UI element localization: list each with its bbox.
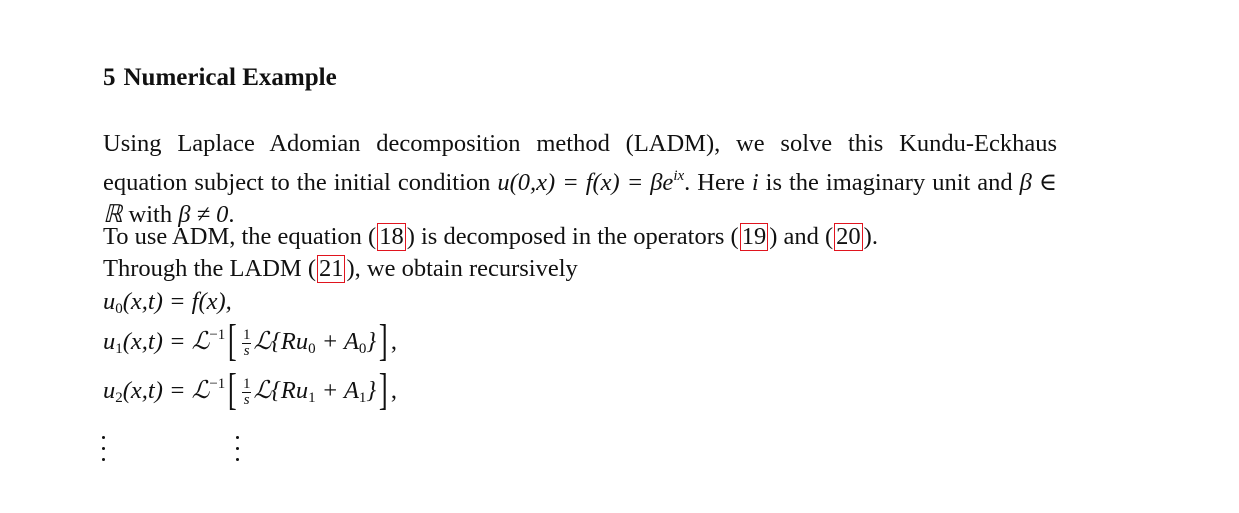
equation-ref-18[interactable]: 18 [379, 223, 404, 250]
left-bracket: [ [228, 365, 238, 414]
u0-subscript: 0 [115, 301, 123, 317]
ladm-text-a: Through the LADM ( [103, 255, 316, 282]
u1-subscript: 1 [115, 341, 123, 357]
initial-condition: $u(0,x) = f(x) = \beta e^{ix}$ [497, 168, 685, 196]
closing-brace: } [366, 328, 377, 355]
laplace-term: ℒ{Ru [253, 377, 309, 404]
section-heading [103, 64, 337, 92]
inverse-exponent: −1 [209, 327, 226, 343]
vertical-dots-right [236, 436, 242, 469]
section-title: Numerical Example [123, 64, 337, 91]
u0-rhs: (x,t) = f(x), [122, 288, 232, 315]
vertical-dots-left [102, 436, 108, 469]
fraction-1-over-s: $\frac{1}{s}$ [242, 327, 251, 359]
right-bracket: ] [379, 316, 388, 365]
left-bracket: [ [228, 316, 238, 365]
u1-equals: (x,t) = [122, 328, 192, 355]
u0-symbol: u [103, 288, 116, 315]
line-ladm-recursive [103, 255, 578, 283]
a-subscript: 1 [358, 390, 367, 406]
adm-text-a: To use ADM, the equation ( [103, 223, 377, 250]
equation-ref-20[interactable]: 20 [836, 223, 861, 250]
intro-text-d: with [122, 201, 179, 228]
eq-comma: , [390, 328, 398, 355]
u1-symbol: u [103, 328, 116, 355]
eq-comma: , [390, 377, 398, 404]
laplace-inverse-symbol: ℒ [191, 375, 210, 404]
beta-nonzero-condition: β ≠ 0 [178, 201, 229, 228]
paragraph-intro [103, 128, 1057, 231]
beta-real-condition: β ∈ ℝ [103, 169, 1057, 228]
intro-text-b: . Here [684, 169, 752, 196]
adomian-term: + A [315, 328, 359, 355]
imaginary-unit: i [751, 169, 759, 196]
intro-text-e: . [228, 201, 235, 228]
fraction-1-over-s: $\frac{1}{s}$ [242, 376, 251, 408]
intro-text-a: Using Laplace Adomian decomposition method (LADM), we solve this Kundu-Eckhaus equation subject to the initial condition [103, 130, 1057, 196]
adm-text-d: ). [863, 223, 878, 250]
inverse-exponent: −1 [209, 376, 226, 392]
equation-ref-19[interactable]: 19 [741, 223, 767, 250]
adm-text-b: ) is decomposed in the operators ( [406, 223, 739, 250]
ru-subscript: 0 [308, 341, 316, 357]
adomian-term: + A [315, 377, 359, 404]
equation-u1 [103, 316, 398, 365]
u2-equals: (x,t) = [122, 377, 192, 404]
laplace-inverse-symbol: ℒ [191, 326, 210, 355]
section-number: 5 [103, 64, 116, 91]
a-subscript: 0 [358, 341, 367, 357]
ladm-text-b: ), we obtain recursively [346, 255, 578, 282]
intro-text-c: is the imaginary unit and [758, 169, 1020, 196]
u2-subscript: 2 [115, 390, 123, 406]
ru-subscript: 1 [308, 390, 316, 406]
equation-u2 [103, 365, 398, 414]
equation-u0 [103, 288, 232, 318]
right-bracket: ] [379, 365, 388, 414]
adm-text-c: ) and ( [769, 223, 834, 250]
u2-symbol: u [103, 377, 116, 404]
laplace-term: ℒ{Ru [253, 328, 309, 355]
line-adm-operators [103, 223, 878, 251]
equation-ref-21[interactable]: 21 [318, 255, 344, 282]
exponent-ix: ix [673, 168, 685, 184]
closing-brace: } [366, 377, 377, 404]
